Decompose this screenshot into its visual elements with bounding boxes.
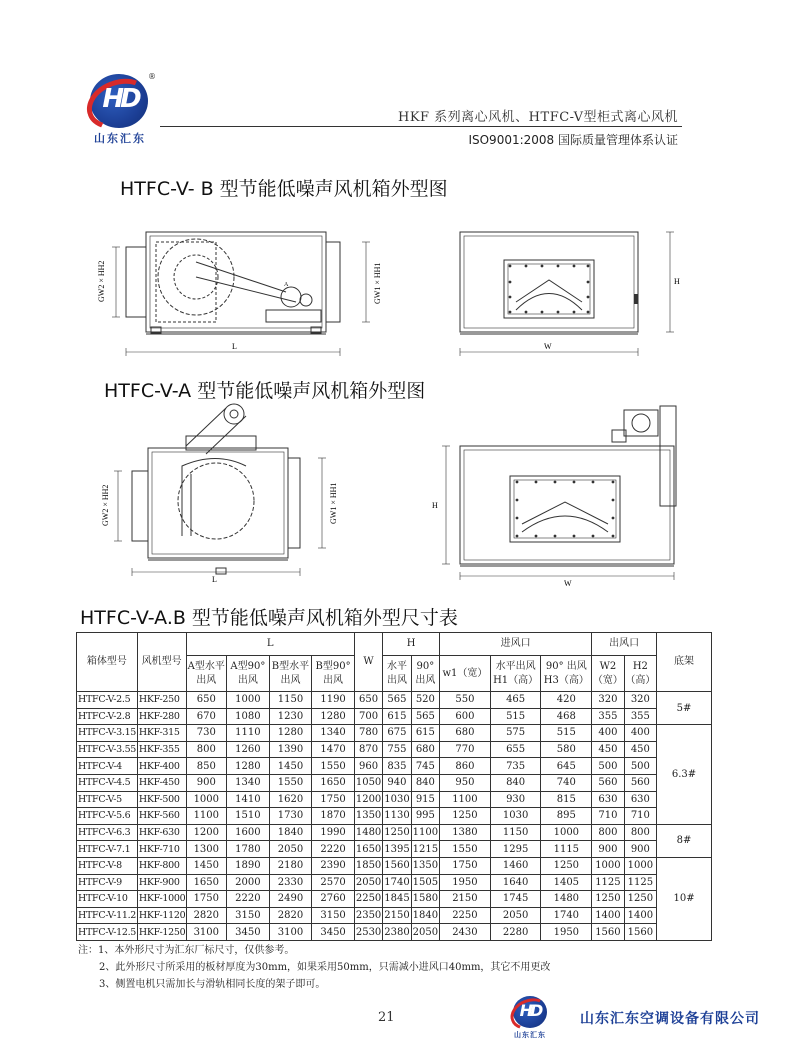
cell-value: 1125 [624,874,656,891]
table-row [77,874,712,891]
cell-value: 1560 [624,924,656,941]
cell-value: 900 [592,841,624,858]
cell-value: 1100 [411,824,439,841]
cell-value: 575 [490,725,541,742]
cell-value: 650 [186,692,227,709]
th-w1: w1（宽） [440,656,491,692]
table-row [77,808,712,825]
cell-value: 2250 [440,907,491,924]
cell-value: 680 [440,725,491,742]
cell-value: 2150 [383,907,411,924]
cell-value: 2820 [186,907,227,924]
cell-value: 3450 [227,924,270,941]
cell-value: 3150 [227,907,270,924]
cell-value: 655 [490,741,541,758]
cell-box-model: HTFC-V-3.55 [77,741,138,758]
cell-value: 550 [440,692,491,709]
table-row [77,791,712,808]
cell-value: 755 [383,741,411,758]
cell-value: 2760 [312,891,355,908]
cell-value: 515 [490,708,541,725]
label-gw2-hh2: GW2 × HH2 [97,260,106,302]
cell-fan-model: HKF-450 [137,774,186,791]
cell-value: 1410 [227,791,270,808]
cell-value: 565 [411,708,439,725]
note-3: 3、侧置电机只需加长与滑轨相同长度的架子即可。 [99,979,326,990]
cell-value: 320 [592,692,624,709]
cell-value: 1560 [383,857,411,874]
cell-value: 1780 [227,841,270,858]
cell-value: 465 [490,692,541,709]
table-row [77,774,712,791]
cell-value: 1510 [227,808,270,825]
th-box-model: 箱体型号 [77,633,138,692]
cell-value: 500 [624,758,656,775]
cell-value: 320 [624,692,656,709]
cell-value: 2280 [490,924,541,941]
cell-value: 3450 [312,924,355,941]
cell-value: 2390 [312,857,355,874]
th-inlet-h1: 水平出风H1（高） [490,656,541,692]
cell-value: 840 [490,774,541,791]
cell-box-model: HTFC-V-7.1 [77,841,138,858]
cell-value: 500 [592,758,624,775]
cell-value: 1380 [440,824,491,841]
label-w: W [564,579,572,588]
cell-fan-model: HKF-1000 [137,891,186,908]
cell-value: 2380 [383,924,411,941]
cell-value: 1115 [541,841,592,858]
cell-value: 565 [383,692,411,709]
cell-value: 1550 [440,841,491,858]
cell-value: 800 [592,824,624,841]
cell-value: 1000 [186,791,227,808]
logo-monogram: HD [102,84,138,114]
cell-value: 670 [186,708,227,725]
cell-value: 1390 [269,741,312,758]
th-h: H [383,633,440,656]
cell-fan-model: HKF-400 [137,758,186,775]
table-row [77,907,712,924]
cell-base: 5# [657,692,712,725]
table-row [77,758,712,775]
cell-value: 560 [624,774,656,791]
header-divider [160,126,682,127]
cell-value: 2220 [227,891,270,908]
cell-box-model: HTFC-V-8 [77,857,138,874]
cell-value: 2050 [490,907,541,924]
cell-fan-model: HKF-355 [137,741,186,758]
th-l-a-horizontal: A型水平出风 [186,656,227,692]
drawing-a-front [96,396,346,586]
cell-value: 1840 [269,824,312,841]
cell-value: 1030 [490,808,541,825]
cell-value: 1080 [227,708,270,725]
cell-fan-model: HKF-800 [137,857,186,874]
th-l-b-horizontal: B型水平出风 [269,656,312,692]
cell-value: 2570 [312,874,355,891]
label-gw2-hh2: GW2 × HH2 [101,484,110,526]
cell-value: 860 [440,758,491,775]
cell-box-model: HTFC-V-10 [77,891,138,908]
footer-logo [505,996,553,1042]
cell-value: 615 [411,725,439,742]
cell-value: 2330 [269,874,312,891]
notes [78,942,550,993]
cell-value: 1125 [592,874,624,891]
cell-value: 1000 [541,824,592,841]
cell-value: 2250 [354,891,382,908]
cell-value: 915 [411,791,439,808]
cell-value: 1740 [541,907,592,924]
th-w: W [354,633,382,692]
drawing-b-side [446,222,686,362]
cell-value: 1845 [383,891,411,908]
cell-value: 1200 [354,791,382,808]
cell-value: 2530 [354,924,382,941]
cell-value: 1505 [411,874,439,891]
cell-value: 3100 [269,924,312,941]
cell-value: 450 [592,741,624,758]
cell-value: 1100 [186,808,227,825]
cell-value: 1395 [383,841,411,858]
cell-value: 2220 [312,841,355,858]
cell-value: 355 [624,708,656,725]
cell-value: 1890 [227,857,270,874]
label-gw1-hh1: GW1 × HH1 [329,482,338,524]
cell-value: 615 [383,708,411,725]
cell-value: 400 [592,725,624,742]
logo-text: 山东汇东 [94,132,146,145]
cell-value: 630 [624,791,656,808]
drawing-b-front [96,222,396,362]
cell-value: 2820 [269,907,312,924]
cell-box-model: HTFC-V-5.6 [77,808,138,825]
header-title: HKF 系列离心风机、HTFC-V型柜式离心风机 [397,110,678,125]
cell-value: 1230 [269,708,312,725]
cell-value: 1640 [490,874,541,891]
cell-value: 1000 [592,857,624,874]
cell-value: 700 [354,708,382,725]
cell-value: 1150 [490,824,541,841]
cell-value: 710 [592,808,624,825]
cell-value: 1730 [269,808,312,825]
cell-value: 780 [354,725,382,742]
cell-fan-model: HKF-1250 [137,924,186,941]
cell-value: 1990 [312,824,355,841]
cell-value: 1750 [186,891,227,908]
cell-value: 1250 [624,891,656,908]
label-l: L [212,575,217,584]
cell-value: 1030 [383,791,411,808]
cell-value: 1870 [312,808,355,825]
cell-fan-model: HKF-280 [137,708,186,725]
th-w2: W2（宽） [592,656,624,692]
table-row [77,841,712,858]
cell-value: 1260 [227,741,270,758]
cell-box-model: HTFC-V-9 [77,874,138,891]
cell-value: 1620 [269,791,312,808]
cell-value: 1100 [440,791,491,808]
th-base: 底架 [657,633,712,692]
cell-fan-model: HKF-1120 [137,907,186,924]
cell-value: 800 [624,824,656,841]
logo-monogram: HD [519,1001,541,1020]
company-name: 山东汇东空调设备有限公司 [580,1011,760,1027]
note-2: 2、此外形尺寸所采用的板材厚度为30mm，如果采用50mm，只需减小进风口40mm，其它不用更改 [99,962,551,973]
cell-base: 6.3# [657,725,712,825]
cell-value: 735 [490,758,541,775]
cell-value: 1280 [227,758,270,775]
cell-box-model: HTFC-V-4 [77,758,138,775]
cell-value: 1000 [624,857,656,874]
cell-value: 520 [411,692,439,709]
cell-value: 1350 [354,808,382,825]
cell-value: 400 [624,725,656,742]
cell-value: 1050 [354,774,382,791]
cell-value: 1295 [490,841,541,858]
cell-value: 1650 [354,841,382,858]
cell-value: 1250 [541,857,592,874]
cell-value: 1405 [541,874,592,891]
cell-value: 895 [541,808,592,825]
th-l: L [186,633,354,656]
note-1: 注：1、本外形尺寸为汇东厂标尺寸，仅供参考。 [78,945,295,956]
cell-fan-model: HKF-900 [137,874,186,891]
cell-value: 1340 [227,774,270,791]
th-l-b-90: B型90°出风 [312,656,355,692]
cell-value: 1550 [269,774,312,791]
cell-value: 710 [624,808,656,825]
label-gw1-hh1: GW1 × HH1 [373,262,382,304]
cell-value: 468 [541,708,592,725]
cell-value: 3150 [312,907,355,924]
cell-value: 420 [541,692,592,709]
cell-fan-model: HKF-250 [137,692,186,709]
cell-value: 1560 [592,924,624,941]
cell-value: 630 [592,791,624,808]
cell-box-model: HTFC-V-2.5 [77,692,138,709]
table-row [77,692,712,709]
cell-value: 1450 [186,857,227,874]
cell-value: 1215 [411,841,439,858]
cell-fan-model: HKF-710 [137,841,186,858]
cell-value: 2430 [440,924,491,941]
cell-fan-model: HKF-500 [137,791,186,808]
cell-base: 10# [657,857,712,940]
cell-value: 1450 [269,758,312,775]
label-l: L [232,342,237,351]
cell-value: 1740 [383,874,411,891]
cell-value: 930 [490,791,541,808]
label-h: H [432,501,438,510]
cell-value: 580 [541,741,592,758]
cell-value: 355 [592,708,624,725]
cell-value: 1300 [186,841,227,858]
cell-box-model: HTFC-V-2.8 [77,708,138,725]
registered-mark-icon: ® [148,72,156,81]
cell-value: 560 [592,774,624,791]
cell-value: 1400 [624,907,656,924]
cell-value: 1280 [312,708,355,725]
cell-box-model: HTFC-V-12.5 [77,924,138,941]
cell-value: 1745 [490,891,541,908]
table-row [77,891,712,908]
cell-value: 1750 [312,791,355,808]
cell-value: 900 [624,841,656,858]
cell-box-model: HTFC-V-5 [77,791,138,808]
cell-value: 950 [440,774,491,791]
th-l-a-90: A型90°出风 [227,656,270,692]
cell-value: 815 [541,791,592,808]
cell-value: 840 [411,774,439,791]
cell-value: 1650 [186,874,227,891]
cell-value: 1470 [312,741,355,758]
cell-value: 1400 [592,907,624,924]
section-title-table: HTFC-V-A.B 型节能低噪声风机箱外型尺寸表 [80,607,458,629]
cell-box-model: HTFC-V-6.3 [77,824,138,841]
cell-value: 2050 [269,841,312,858]
section-title-a: HTFC-V-A 型节能低噪声风机箱外型图 [104,380,426,402]
cell-value: 745 [411,758,439,775]
cell-value: 870 [354,741,382,758]
cell-value: 1850 [354,857,382,874]
cell-fan-model: HKF-315 [137,725,186,742]
drawing-a-side [424,400,694,590]
label-w: W [544,342,552,351]
cell-value: 1750 [440,857,491,874]
cell-value: 1110 [227,725,270,742]
cell-value: 740 [541,774,592,791]
label-h: H [674,277,680,286]
cell-value: 600 [440,708,491,725]
cell-value: 1150 [269,692,312,709]
cell-value: 1480 [541,891,592,908]
cell-box-model: HTFC-V-3.15 [77,725,138,742]
cell-value: 1480 [354,824,382,841]
cell-fan-model: HKF-560 [137,808,186,825]
cell-value: 770 [440,741,491,758]
cell-value: 1000 [227,692,270,709]
cell-value: 940 [383,774,411,791]
cell-value: 1580 [411,891,439,908]
section-title-b: HTFC-V- B 型节能低噪声风机箱外型图 [120,178,448,200]
header-certification: ISO9001:2008 国际质量管理体系认证 [468,133,678,147]
table-row [77,924,712,941]
cell-value: 835 [383,758,411,775]
cell-base: 8# [657,824,712,857]
cell-value: 1550 [312,758,355,775]
table-row [77,824,712,841]
th-h2: H2（高） [624,656,656,692]
cell-value: 1950 [440,874,491,891]
cell-value: 2490 [269,891,312,908]
th-h-horizontal: 水平出风 [383,656,411,692]
cell-value: 800 [186,741,227,758]
cell-value: 2350 [354,907,382,924]
cell-value: 1650 [312,774,355,791]
cell-fan-model: HKF-630 [137,824,186,841]
label-motor-a: A [284,282,289,288]
cell-value: 515 [541,725,592,742]
cell-value: 2180 [269,857,312,874]
cell-value: 960 [354,758,382,775]
table-row [77,725,712,742]
cell-value: 2000 [227,874,270,891]
cell-value: 650 [354,692,382,709]
cell-value: 1950 [541,924,592,941]
page-number: 21 [378,1010,395,1025]
cell-value: 1600 [227,824,270,841]
cell-value: 3100 [186,924,227,941]
cell-value: 2050 [354,874,382,891]
cell-box-model: HTFC-V-11.2 [77,907,138,924]
cell-value: 1250 [592,891,624,908]
cell-value: 1340 [312,725,355,742]
th-h-90: 90°出风 [411,656,439,692]
cell-value: 1130 [383,808,411,825]
logo-text: 山东汇东 [514,1031,546,1039]
cell-value: 2050 [411,924,439,941]
cell-box-model: HTFC-V-4.5 [77,774,138,791]
cell-value: 850 [186,758,227,775]
cell-value: 1250 [383,824,411,841]
cell-value: 1190 [312,692,355,709]
cell-value: 995 [411,808,439,825]
table-row [77,741,712,758]
cell-value: 1280 [269,725,312,742]
cell-value: 680 [411,741,439,758]
th-inlet-h3: 90° 出风H3（高） [541,656,592,692]
cell-value: 1460 [490,857,541,874]
cell-value: 675 [383,725,411,742]
cell-value: 450 [624,741,656,758]
cell-value: 1350 [411,857,439,874]
th-fan-model: 风机型号 [137,633,186,692]
th-outlet: 出风口 [592,633,657,656]
cell-value: 1250 [440,808,491,825]
cell-value: 1200 [186,824,227,841]
th-inlet: 进风口 [440,633,592,656]
dimension-table [76,632,712,941]
cell-value: 1840 [411,907,439,924]
cell-value: 2150 [440,891,491,908]
company-logo [82,74,158,144]
cell-value: 730 [186,725,227,742]
cell-value: 900 [186,774,227,791]
table-row [77,857,712,874]
cell-value: 645 [541,758,592,775]
table-row [77,708,712,725]
